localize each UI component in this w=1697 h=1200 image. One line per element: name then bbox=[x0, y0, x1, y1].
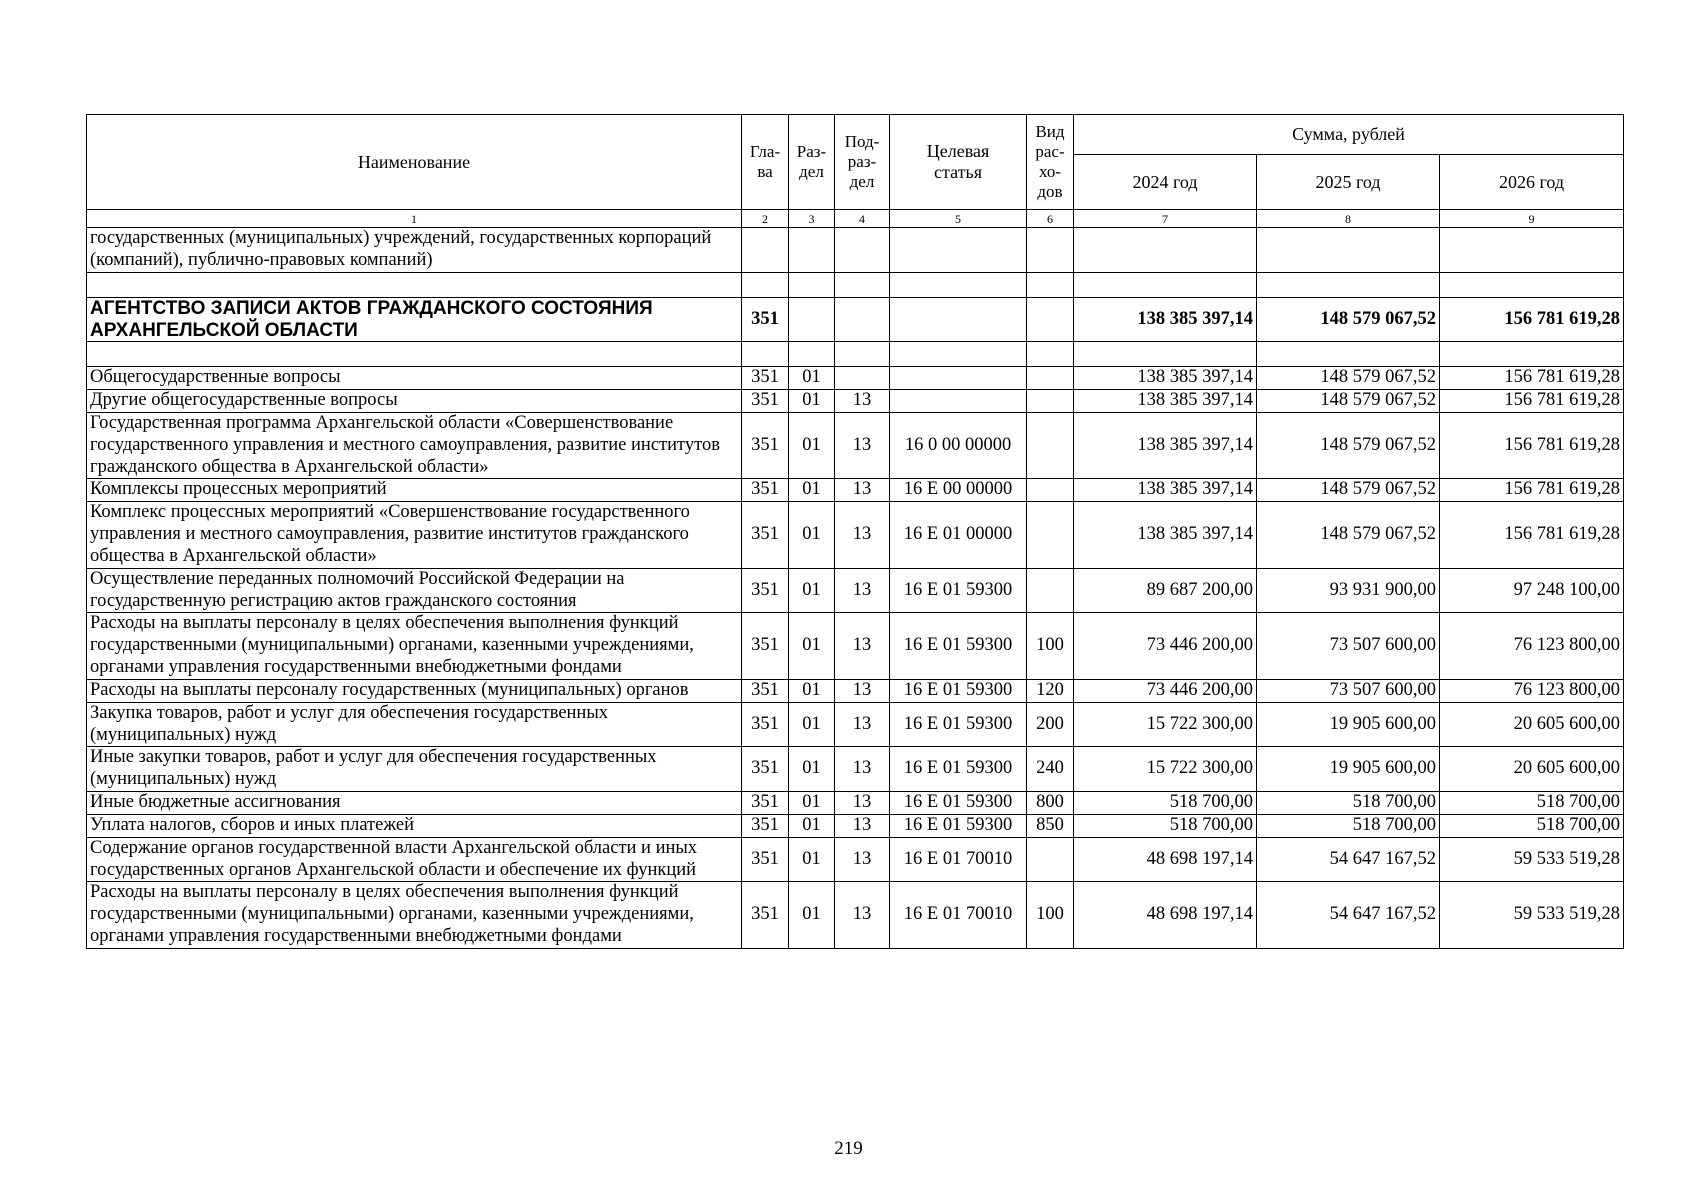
table-row bbox=[87, 747, 1624, 792]
row-target-article: 16 Е 01 59300 bbox=[890, 613, 1027, 679]
header-expense-type: Вид рас- хо- дов bbox=[1027, 115, 1074, 210]
column-number: 1 bbox=[87, 210, 742, 228]
row-expense-type bbox=[1027, 390, 1074, 413]
table-row bbox=[87, 297, 1624, 342]
row-name: Общегосударственные вопросы bbox=[87, 367, 742, 390]
row-expense-type bbox=[1027, 479, 1074, 502]
table-row bbox=[87, 568, 1624, 613]
column-number-row bbox=[87, 210, 1624, 228]
table-row bbox=[87, 837, 1624, 882]
row-expense-type: 120 bbox=[1027, 679, 1074, 702]
row-amount-2025: 19 905 600,00 bbox=[1257, 702, 1440, 747]
row-section: 01 bbox=[789, 390, 835, 413]
column-number: 2 bbox=[742, 210, 789, 228]
row-target-article: 16 Е 00 00000 bbox=[890, 479, 1027, 502]
table-row bbox=[87, 814, 1624, 837]
row-section: 01 bbox=[789, 837, 835, 882]
row-chapter: 351 bbox=[742, 792, 789, 815]
column-number: 9 bbox=[1440, 210, 1624, 228]
row-amount-2024 bbox=[1074, 272, 1257, 297]
row-name: Закупка товаров, работ и услуг для обеспечения государственных (муниципальных) нужд bbox=[87, 702, 742, 747]
row-amount-2024: 89 687 200,00 bbox=[1074, 568, 1257, 613]
row-chapter bbox=[742, 228, 789, 273]
row-name: Государственная программа Архангельской области «Совершенствование государственного управления и местного самоуправления, развитие институтов гражданского общества в Архангельской области» bbox=[87, 413, 742, 479]
row-amount-2025 bbox=[1257, 228, 1440, 273]
row-amount-2026: 20 605 600,00 bbox=[1440, 702, 1624, 747]
table-row bbox=[87, 613, 1624, 679]
row-target-article bbox=[890, 342, 1027, 367]
row-subsection: 13 bbox=[835, 413, 890, 479]
row-amount-2024: 15 722 300,00 bbox=[1074, 702, 1257, 747]
row-amount-2024: 518 700,00 bbox=[1074, 792, 1257, 815]
row-amount-2026: 156 781 619,28 bbox=[1440, 413, 1624, 479]
row-amount-2025: 518 700,00 bbox=[1257, 792, 1440, 815]
row-subsection: 13 bbox=[835, 479, 890, 502]
row-expense-type: 850 bbox=[1027, 814, 1074, 837]
row-amount-2025: 54 647 167,52 bbox=[1257, 837, 1440, 882]
row-amount-2026: 59 533 519,28 bbox=[1440, 882, 1624, 948]
row-chapter bbox=[742, 342, 789, 367]
row-chapter: 351 bbox=[742, 502, 789, 568]
budget-table bbox=[86, 114, 1624, 949]
row-target-article: 16 Е 01 59300 bbox=[890, 568, 1027, 613]
row-target-article bbox=[890, 228, 1027, 273]
row-section bbox=[789, 228, 835, 273]
row-amount-2026 bbox=[1440, 228, 1624, 273]
table-row bbox=[87, 479, 1624, 502]
table-row bbox=[87, 679, 1624, 702]
header-subsection: Под- раз- дел bbox=[835, 115, 890, 210]
row-amount-2026: 59 533 519,28 bbox=[1440, 837, 1624, 882]
row-subsection: 13 bbox=[835, 814, 890, 837]
row-chapter: 351 bbox=[742, 390, 789, 413]
table-row bbox=[87, 367, 1624, 390]
row-subsection bbox=[835, 297, 890, 342]
table-row bbox=[87, 502, 1624, 568]
row-expense-type: 100 bbox=[1027, 613, 1074, 679]
row-expense-type: 240 bbox=[1027, 747, 1074, 792]
row-subsection: 13 bbox=[835, 568, 890, 613]
row-target-article: 16 Е 01 59300 bbox=[890, 747, 1027, 792]
row-amount-2024: 48 698 197,14 bbox=[1074, 837, 1257, 882]
row-name: Осуществление переданных полномочий Российской Федерации на государственную регистрацию актов гражданского состояния bbox=[87, 568, 742, 613]
row-target-article: 16 0 00 00000 bbox=[890, 413, 1027, 479]
row-amount-2026 bbox=[1440, 342, 1624, 367]
row-name: Комплекс процессных мероприятий «Совершенствование государственного управления и местного самоуправления, развитие институтов гражданского общества в Архангельской области» bbox=[87, 502, 742, 568]
row-target-article bbox=[890, 297, 1027, 342]
row-subsection bbox=[835, 272, 890, 297]
row-chapter: 351 bbox=[742, 413, 789, 479]
table-row bbox=[87, 792, 1624, 815]
page-number: 219 bbox=[834, 1138, 863, 1159]
row-chapter: 351 bbox=[742, 837, 789, 882]
table-row bbox=[87, 228, 1624, 273]
row-amount-2025: 73 507 600,00 bbox=[1257, 613, 1440, 679]
row-amount-2024: 138 385 397,14 bbox=[1074, 390, 1257, 413]
row-amount-2024 bbox=[1074, 228, 1257, 273]
row-chapter: 351 bbox=[742, 702, 789, 747]
row-amount-2024: 138 385 397,14 bbox=[1074, 413, 1257, 479]
row-name: Расходы на выплаты персоналу в целях обеспечения выполнения функций государственными (муниципальными) органами, казенными учреждениями, органами управления государственными внебюджетными фондами bbox=[87, 613, 742, 679]
row-name: Иные бюджетные ассигнования bbox=[87, 792, 742, 815]
table-row bbox=[87, 272, 1624, 297]
row-section: 01 bbox=[789, 747, 835, 792]
row-name bbox=[87, 342, 742, 367]
row-target-article: 16 Е 01 70010 bbox=[890, 837, 1027, 882]
column-number: 5 bbox=[890, 210, 1027, 228]
row-amount-2025: 148 579 067,52 bbox=[1257, 502, 1440, 568]
row-name: АГЕНТСТВО ЗАПИСИ АКТОВ ГРАЖДАНСКОГО СОСТОЯНИЯ АРХАНГЕЛЬСКОЙ ОБЛАСТИ bbox=[87, 297, 742, 342]
row-amount-2026: 156 781 619,28 bbox=[1440, 502, 1624, 568]
column-number: 8 bbox=[1257, 210, 1440, 228]
row-section bbox=[789, 342, 835, 367]
row-subsection: 13 bbox=[835, 882, 890, 948]
row-target-article: 16 Е 01 59300 bbox=[890, 792, 1027, 815]
row-expense-type: 100 bbox=[1027, 882, 1074, 948]
column-number: 3 bbox=[789, 210, 835, 228]
header-row-top bbox=[87, 115, 1624, 155]
row-section: 01 bbox=[789, 502, 835, 568]
row-name bbox=[87, 272, 742, 297]
table-body bbox=[87, 228, 1624, 949]
row-section: 01 bbox=[789, 367, 835, 390]
row-amount-2026: 20 605 600,00 bbox=[1440, 747, 1624, 792]
row-amount-2025 bbox=[1257, 342, 1440, 367]
row-section: 01 bbox=[789, 882, 835, 948]
row-subsection bbox=[835, 367, 890, 390]
header-year-2026: 2026 год bbox=[1440, 155, 1624, 210]
row-amount-2024: 138 385 397,14 bbox=[1074, 297, 1257, 342]
row-subsection: 13 bbox=[835, 792, 890, 815]
row-amount-2025: 148 579 067,52 bbox=[1257, 413, 1440, 479]
row-section: 01 bbox=[789, 613, 835, 679]
column-number: 6 bbox=[1027, 210, 1074, 228]
table-row bbox=[87, 882, 1624, 948]
row-amount-2026: 156 781 619,28 bbox=[1440, 390, 1624, 413]
row-section: 01 bbox=[789, 702, 835, 747]
header-section: Раз- дел bbox=[789, 115, 835, 210]
column-number: 4 bbox=[835, 210, 890, 228]
row-subsection: 13 bbox=[835, 613, 890, 679]
row-expense-type bbox=[1027, 297, 1074, 342]
row-subsection: 13 bbox=[835, 702, 890, 747]
table-row bbox=[87, 702, 1624, 747]
row-amount-2025: 148 579 067,52 bbox=[1257, 390, 1440, 413]
row-target-article bbox=[890, 367, 1027, 390]
row-target-article: 16 Е 01 59300 bbox=[890, 702, 1027, 747]
row-amount-2024: 15 722 300,00 bbox=[1074, 747, 1257, 792]
row-name: Содержание органов государственной власти Архангельской области и иных государственных органов Архангельской области и обеспечение их функций bbox=[87, 837, 742, 882]
row-section: 01 bbox=[789, 413, 835, 479]
row-chapter: 351 bbox=[742, 882, 789, 948]
row-amount-2026: 156 781 619,28 bbox=[1440, 367, 1624, 390]
row-amount-2026 bbox=[1440, 272, 1624, 297]
row-amount-2024: 138 385 397,14 bbox=[1074, 479, 1257, 502]
row-amount-2025: 93 931 900,00 bbox=[1257, 568, 1440, 613]
row-name: Расходы на выплаты персоналу государственных (муниципальных) органов bbox=[87, 679, 742, 702]
row-chapter bbox=[742, 272, 789, 297]
row-expense-type bbox=[1027, 272, 1074, 297]
row-amount-2025: 148 579 067,52 bbox=[1257, 297, 1440, 342]
row-amount-2024: 138 385 397,14 bbox=[1074, 502, 1257, 568]
header-year-2024: 2024 год bbox=[1074, 155, 1257, 210]
row-chapter: 351 bbox=[742, 613, 789, 679]
table-row bbox=[87, 390, 1624, 413]
row-name: Иные закупки товаров, работ и услуг для обеспечения государственных (муниципальных) нужд bbox=[87, 747, 742, 792]
column-number: 7 bbox=[1074, 210, 1257, 228]
row-expense-type bbox=[1027, 413, 1074, 479]
row-amount-2024: 518 700,00 bbox=[1074, 814, 1257, 837]
row-name: Уплата налогов, сборов и иных платежей bbox=[87, 814, 742, 837]
row-subsection: 13 bbox=[835, 390, 890, 413]
row-target-article: 16 Е 01 00000 bbox=[890, 502, 1027, 568]
row-section: 01 bbox=[789, 679, 835, 702]
row-amount-2025: 148 579 067,52 bbox=[1257, 367, 1440, 390]
row-expense-type bbox=[1027, 502, 1074, 568]
header-name: Наименование bbox=[87, 115, 742, 210]
row-name: государственных (муниципальных) учреждений, государственных корпораций (компаний), публично-правовых компаний) bbox=[87, 228, 742, 273]
row-amount-2025 bbox=[1257, 272, 1440, 297]
row-section: 01 bbox=[789, 792, 835, 815]
row-chapter: 351 bbox=[742, 367, 789, 390]
row-amount-2026: 518 700,00 bbox=[1440, 814, 1624, 837]
row-chapter: 351 bbox=[742, 479, 789, 502]
row-amount-2024: 48 698 197,14 bbox=[1074, 882, 1257, 948]
row-subsection bbox=[835, 342, 890, 367]
row-amount-2025: 518 700,00 bbox=[1257, 814, 1440, 837]
row-target-article bbox=[890, 390, 1027, 413]
row-target-article bbox=[890, 272, 1027, 297]
row-name: Расходы на выплаты персоналу в целях обеспечения выполнения функций государственными (муниципальными) органами, казенными учреждениями, органами управления государственными внебюджетными фондами bbox=[87, 882, 742, 948]
row-amount-2024: 73 446 200,00 bbox=[1074, 679, 1257, 702]
row-amount-2026: 97 248 100,00 bbox=[1440, 568, 1624, 613]
row-amount-2024: 138 385 397,14 bbox=[1074, 367, 1257, 390]
row-subsection bbox=[835, 228, 890, 273]
row-amount-2026: 518 700,00 bbox=[1440, 792, 1624, 815]
row-amount-2025: 19 905 600,00 bbox=[1257, 747, 1440, 792]
row-expense-type bbox=[1027, 837, 1074, 882]
table-row bbox=[87, 413, 1624, 479]
row-subsection: 13 bbox=[835, 679, 890, 702]
row-subsection: 13 bbox=[835, 837, 890, 882]
row-expense-type bbox=[1027, 228, 1074, 273]
row-chapter: 351 bbox=[742, 297, 789, 342]
row-amount-2025: 148 579 067,52 bbox=[1257, 479, 1440, 502]
row-chapter: 351 bbox=[742, 814, 789, 837]
row-subsection: 13 bbox=[835, 747, 890, 792]
row-amount-2026: 76 123 800,00 bbox=[1440, 679, 1624, 702]
row-name: Комплексы процессных мероприятий bbox=[87, 479, 742, 502]
row-expense-type: 800 bbox=[1027, 792, 1074, 815]
row-section: 01 bbox=[789, 568, 835, 613]
row-amount-2024: 73 446 200,00 bbox=[1074, 613, 1257, 679]
header-chapter: Гла- ва bbox=[742, 115, 789, 210]
row-chapter: 351 bbox=[742, 568, 789, 613]
row-target-article: 16 Е 01 70010 bbox=[890, 882, 1027, 948]
row-target-article: 16 Е 01 59300 bbox=[890, 814, 1027, 837]
header-target-article: Целевая статья bbox=[890, 115, 1027, 210]
row-section bbox=[789, 297, 835, 342]
header-year-2025: 2025 год bbox=[1257, 155, 1440, 210]
row-amount-2026: 156 781 619,28 bbox=[1440, 297, 1624, 342]
row-expense-type: 200 bbox=[1027, 702, 1074, 747]
row-subsection: 13 bbox=[835, 502, 890, 568]
row-chapter: 351 bbox=[742, 679, 789, 702]
row-section bbox=[789, 272, 835, 297]
row-expense-type bbox=[1027, 342, 1074, 367]
row-section: 01 bbox=[789, 479, 835, 502]
row-name: Другие общегосударственные вопросы bbox=[87, 390, 742, 413]
row-chapter: 351 bbox=[742, 747, 789, 792]
row-amount-2025: 73 507 600,00 bbox=[1257, 679, 1440, 702]
header-sum: Сумма, рублей bbox=[1074, 115, 1624, 155]
row-amount-2024 bbox=[1074, 342, 1257, 367]
row-amount-2026: 156 781 619,28 bbox=[1440, 479, 1624, 502]
row-expense-type bbox=[1027, 367, 1074, 390]
row-target-article: 16 Е 01 59300 bbox=[890, 679, 1027, 702]
row-expense-type bbox=[1027, 568, 1074, 613]
row-amount-2025: 54 647 167,52 bbox=[1257, 882, 1440, 948]
row-section: 01 bbox=[789, 814, 835, 837]
table-row bbox=[87, 342, 1624, 367]
row-amount-2026: 76 123 800,00 bbox=[1440, 613, 1624, 679]
